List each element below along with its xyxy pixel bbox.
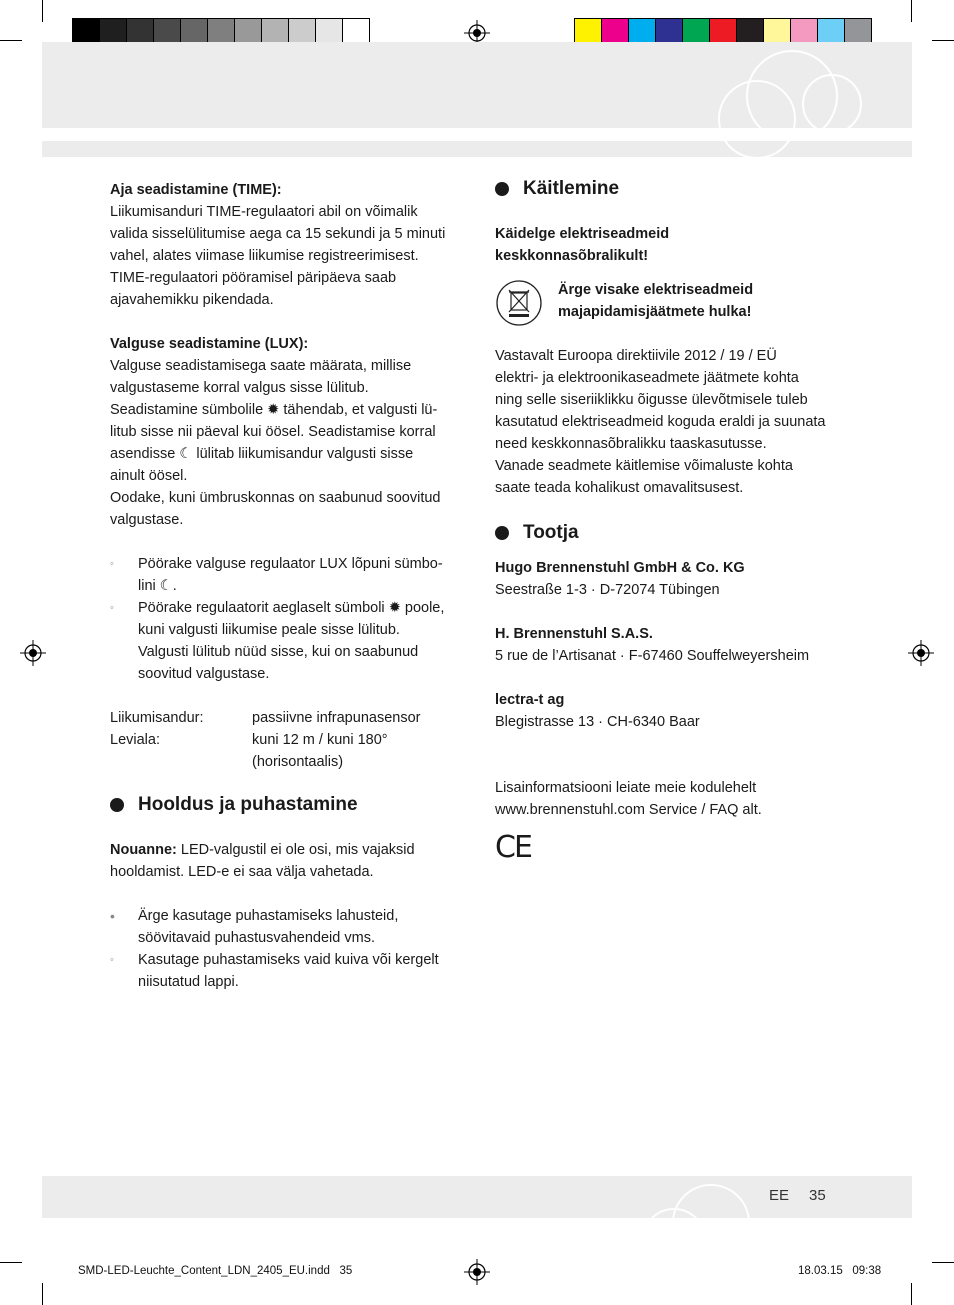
registration-mark-right-icon	[908, 640, 934, 666]
lux-line: asendisse ☾ lülitab liikumisandur valgusti sisse	[110, 446, 414, 462]
weee-bin-icon	[495, 279, 543, 327]
spec-row: (horisontaalis)	[252, 754, 344, 770]
spec-row: Liikumisandur: passiivne infrapunasensor	[110, 710, 421, 726]
list-marker: ◦	[110, 954, 114, 966]
list-item: • Ärge kasutage puhastamiseks lahusteid, söövitavaid puhastusvahendeid vms.	[110, 905, 465, 949]
registration-mark-bottom-icon	[464, 1259, 490, 1285]
time-line: TIME-regulaatori pööramisel päripäeva saab	[110, 270, 397, 286]
maker-address: Seestraße 1-3 · D-72074 Tübingen	[495, 582, 720, 598]
list-item: ◦ Kasutage puhastamiseks vaid kuiva või kergelt niisutatud lappi.	[110, 949, 465, 993]
moon-icon: ☾	[179, 446, 193, 462]
registration-mark-left-icon	[20, 640, 46, 666]
time-heading: Aja seadistamine (TIME):	[110, 182, 282, 198]
sun-icon: ✹	[388, 600, 401, 616]
list-item: ◦ Pöörake regulaatorit aeglaselt sümboli ✹ poole, kuni valgusti liikumise peale sisse lülitub. Valgusti lülitub nüüd sisse, kui on saabunud soovitud valgustase.	[110, 597, 465, 685]
time-line: vahel, alates viimase liikumise registreerimisest.	[110, 248, 419, 264]
heading-bullet-icon	[495, 526, 509, 540]
care-heading: Hooldus ja puhastamine	[110, 791, 465, 819]
lux-line: Oodake, kuni ümbruskonnas on saabunud soovitud	[110, 490, 441, 506]
heading-bullet-icon	[110, 798, 124, 812]
header-thin-band	[42, 141, 912, 157]
maker-address: Blegistrasse 13 · CH-6340 Baar	[495, 714, 700, 730]
maker-heading: Tootja	[495, 519, 855, 547]
list-item: ◦ Pöörake valguse regulaator LUX lõpuni sümbo- lini ☾.	[110, 553, 465, 597]
weee-notice: Ärge visake elektriseadmeid majapidamisjäätmete hulka!	[495, 279, 855, 329]
ce-mark-icon: CE	[495, 830, 531, 865]
page-lang: EE	[769, 1187, 790, 1204]
lux-heading: Valguse seadistamine (LUX):	[110, 336, 309, 352]
maker-name: Hugo Brennenstuhl GmbH & Co. KG	[495, 560, 745, 576]
tip-paragraph: Nouanne: LED-valgustil ei ole osi, mis vajaksid	[110, 842, 415, 858]
time-line: Liikumisanduri TIME-regulaatori abil on võimalik	[110, 204, 418, 220]
footer-band	[42, 1176, 912, 1218]
lux-line: Valguse seadistamisega saate määrata, millise	[110, 358, 412, 374]
lux-line: Seadistamine sümbolile ✹ tähendab, et valgusti lü-	[110, 402, 438, 418]
time-line: valida sisselülitumise aega ca 15 sekundi ja 5 minuti	[110, 226, 446, 242]
time-line: ajavahemikku pikendada.	[110, 292, 274, 308]
right-column: Käitlemine Käidelge elektriseadmeid keskkonnasõbralikult! Ärge visake elektriseadmeid majapidamisjäätmete hulka! Vastavalt Euroopa direktiivile 2012 / 19 / EÜ elektri- ja elektroonikaseadmete jäätmete kohta ning selle siseriiklikku õigusse ülevõtmisele tuleb kasutatud elektriseadmeid koguda eraldi ja suunata need keskkonnasõbralikku taaskasutusse. Vanade seadmete käitlemise võimaluste kohta saate teada kohalikust omavalitsusest. Tootja Hugo Brennenstuhl GmbH & Co. KG Seestraße 1-3 · D-72074 Tübingen H. Brennenstuhl S.A.S. 5 rue de l’Artisanat · F-67460 Souffelweyersheim lectra-t ag Blegistrasse 13 · CH-6340 Baar Lisainformatsiooni leiate meie kodulehelt www.brennenstuhl.com Service / FAQ alt. CE	[495, 175, 855, 865]
slug-file: SMD-LED-Leuchte_Content_LDN_2405_EU.indd 35	[78, 1265, 353, 1277]
left-column: Aja seadistamine (TIME): Liikumisanduri TIME-regulaatori abil on võimalik valida sisselülitumise aega ca 15 sekundi ja 5 minuti vahel, alates viimase liikumise registreerimisest. TIME-regulaatori pööramisel päripäeva saab ajavahemikku pikendada. Valguse seadistamine (LUX): Valguse seadistamisega saate määrata, millise valgustaseme korral valgus sisse lülitub. Seadistamine sümbolile ✹ tähendab, et valgusti lü- litub sisse nii päeval kui öösel. Seadistamise korral asendisse ☾ lülitab liikumisandur valgusti sisse ainult öösel. Oodake, kuni ümbruskonnas on saabunud soovitud valgustase. ◦ Pöörake valguse regulaator LUX lõpuni sümbo- lini ☾. ◦ Pöörake regulaatorit aeglaselt sümboli ✹ poole, kuni valgusti liikumise peale sisse lülitub. Valgusti lülitub nüüd sisse, kui on saabunud soovitud valgustase. Liikumisandur: passiivne infrapunasensor Leviala: kuni 12 m / kuni 180° (horisontaalis) Hooldus ja puhastamine Nouanne: LED-valgustil ei ole osi, mis vajaksid hooldamist. LED-e ei saa välja vahetada. • Ärge kasutage puhastamiseks lahusteid, söövitavaid puhastusvahendeid vms. ◦ Kasutage puhastamiseks vaid kuiva või kergelt niisutatud lappi.	[110, 179, 465, 993]
heading-bullet-icon	[495, 182, 509, 196]
page-number: 35	[809, 1187, 826, 1204]
moon-icon: ☾	[159, 578, 173, 594]
list-marker: ◦	[110, 602, 114, 614]
maker-address: 5 rue de l’Artisanat · F-67460 Souffelweyersheim	[495, 648, 810, 664]
list-marker: ◦	[110, 558, 114, 570]
sun-icon: ✹	[267, 402, 280, 418]
lux-line: litub sisse nii päeval kui öösel. Seadistamise korral	[110, 424, 436, 440]
disposal-heading: Käitlemine	[495, 175, 855, 203]
list-marker: •	[110, 908, 115, 924]
header-band	[42, 42, 912, 128]
slug-date: 18.03.15 09:38	[798, 1265, 882, 1277]
maker-name: lectra-t ag	[495, 692, 565, 708]
maker-name: H. Brennenstuhl S.A.S.	[495, 626, 653, 642]
spec-row: Leviala: kuni 12 m / kuni 180°	[110, 732, 388, 748]
lux-line: valgustaseme korral valgus sisse lülitub.	[110, 380, 369, 396]
lux-line: valgustase.	[110, 512, 184, 528]
lux-line: ainult öösel.	[110, 468, 188, 484]
